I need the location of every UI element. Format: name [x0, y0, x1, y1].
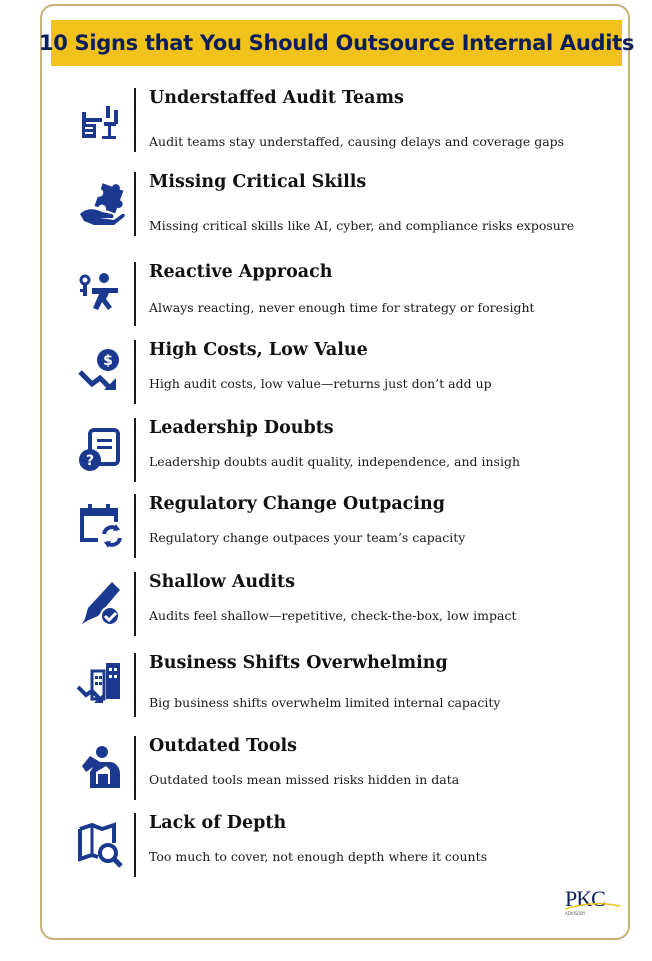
item-title: Regulatory Change Outpacing [149, 494, 445, 514]
pkc-logo [565, 888, 620, 918]
item-desc: Leadership doubts audit quality, independence, and insigh [149, 454, 521, 469]
item-title: Business Shifts Overwhelming [149, 653, 448, 673]
book-search-icon [74, 819, 126, 871]
item-desc: Missing critical skills like AI, cyber, and compliance risks exposure [149, 218, 575, 233]
person-laptop-icon [74, 742, 126, 794]
svg-text:?: ? [85, 453, 95, 469]
buildings-down-icon [74, 659, 126, 711]
item-title: Reactive Approach [149, 262, 333, 282]
item-desc: High audit costs, low value—returns just don’t add up [149, 376, 492, 391]
item-title: Lack of Depth [149, 813, 287, 833]
logo-tagline: ADVISORY [565, 911, 586, 916]
sign-item-1 [74, 88, 614, 158]
divider [134, 262, 136, 326]
divider [134, 653, 136, 717]
sign-item-7 [74, 572, 614, 642]
item-title: Shallow Audits [149, 572, 295, 592]
sign-item-9 [74, 736, 614, 806]
item-title: Understaffed Audit Teams [149, 88, 404, 108]
sign-item-5 [74, 418, 614, 488]
logo-text: PKC [565, 886, 605, 911]
item-desc: Regulatory change outpaces your team’s capacity [149, 530, 466, 545]
item-title: Leadership Doubts [149, 418, 334, 438]
item-title: High Costs, Low Value [149, 340, 368, 360]
dollar-down-trend-icon [74, 346, 126, 398]
pen-check-icon [74, 578, 126, 630]
divider [134, 418, 136, 482]
item-title: Outdated Tools [149, 736, 298, 756]
divider [134, 736, 136, 800]
svg-text:$: $ [103, 353, 113, 369]
item-title: Missing Critical Skills [149, 172, 367, 192]
logo-swoosh [565, 902, 620, 910]
item-desc: Always reacting, never enough time for strategy or foresight [149, 300, 535, 315]
sign-item-4 [74, 340, 614, 410]
divider [134, 88, 136, 152]
divider [134, 340, 136, 404]
item-desc: Audits feel shallow—repetitive, check-the-box, low impact [149, 608, 517, 623]
sign-item-2 [74, 172, 614, 242]
sign-item-6 [74, 494, 614, 564]
item-desc: Too much to cover, not enough depth where it counts [149, 849, 488, 864]
divider [134, 572, 136, 636]
sign-item-10 [74, 813, 614, 883]
puzzle-hand-icon [74, 178, 126, 230]
desk-office-icon [74, 94, 126, 146]
sign-item-3 [74, 262, 614, 332]
item-desc: Big business shifts overwhelm limited internal capacity [149, 695, 501, 710]
document-question-icon [74, 424, 126, 476]
calendar-refresh-icon [74, 500, 126, 552]
divider [134, 494, 136, 558]
item-desc: Outdated tools mean missed risks hidden in data [149, 772, 460, 787]
title-banner [38, 20, 635, 66]
running-person-icon [74, 268, 126, 320]
page-title: 10 Signs that You Should Outsource Internal Audits [38, 31, 635, 55]
sign-item-8 [74, 653, 614, 723]
divider [134, 172, 136, 236]
divider [134, 813, 136, 877]
item-desc: Audit teams stay understaffed, causing delays and coverage gaps [149, 134, 565, 149]
